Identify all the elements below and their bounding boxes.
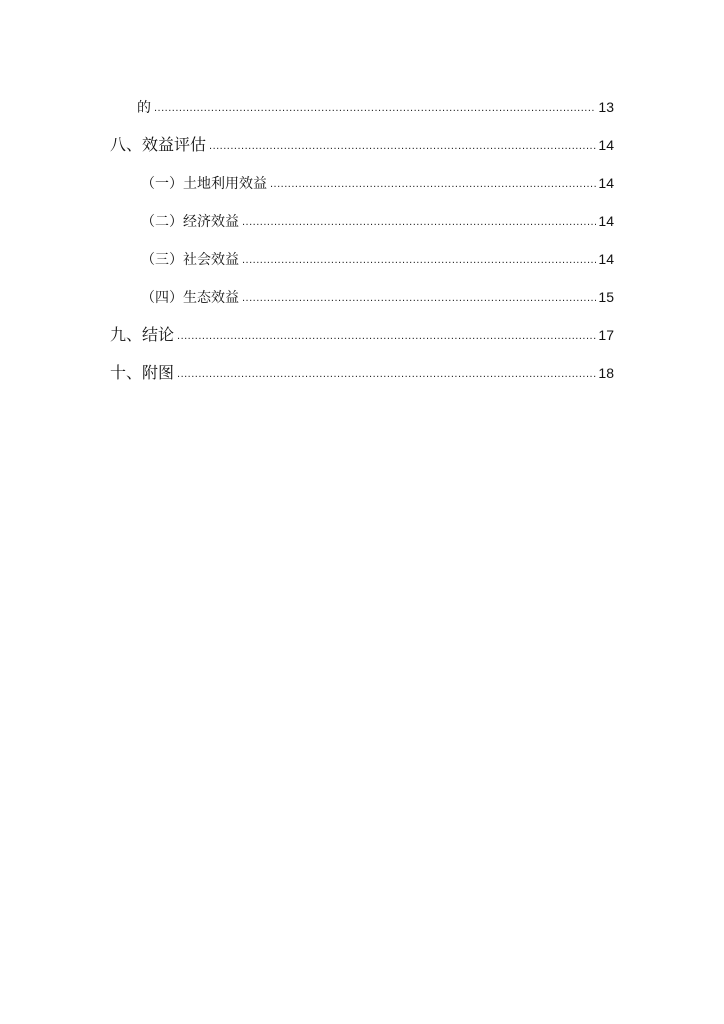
toc-entry[interactable] — [110, 134, 614, 156]
toc-page-number: 13 — [598, 99, 614, 115]
toc-entry-title: （四）生态效益 — [141, 290, 239, 306]
toc-entry[interactable] — [141, 210, 614, 232]
toc-entry-title: （三）社会效益 — [141, 252, 239, 268]
toc-entry-title: 十、附图 — [110, 363, 175, 382]
toc-page-number: 18 — [598, 365, 614, 381]
toc-page-number: 14 — [598, 137, 614, 153]
toc-dot-leader — [242, 287, 596, 309]
toc-page-number: 14 — [598, 251, 614, 267]
toc-entry-title: 的 — [137, 100, 151, 116]
toc-entry-title: （一）土地利用效益 — [141, 176, 267, 192]
toc-page-number: 15 — [598, 289, 614, 305]
toc-dot-leader — [270, 173, 596, 195]
toc-page-number: 14 — [598, 175, 614, 191]
toc-entry-title: 八、效益评估 — [110, 135, 207, 154]
toc-entry[interactable] — [137, 96, 614, 118]
toc-dot-leader — [242, 249, 596, 271]
toc-page-number: 14 — [598, 213, 614, 229]
toc-dot-leader — [177, 363, 596, 385]
toc-entry[interactable] — [141, 172, 614, 194]
toc-entry-title: 九、结论 — [110, 325, 175, 344]
toc-entry[interactable] — [141, 286, 614, 308]
toc-dot-leader — [209, 135, 596, 157]
toc-entry[interactable] — [110, 324, 614, 346]
toc-dot-leader — [154, 97, 596, 119]
toc-page-number: 17 — [598, 327, 614, 343]
toc-entry[interactable] — [110, 362, 614, 384]
toc-dot-leader — [177, 325, 596, 347]
toc-entry-title: （二）经济效益 — [141, 214, 239, 230]
toc-dot-leader — [242, 211, 596, 233]
toc-entry[interactable] — [141, 248, 614, 270]
